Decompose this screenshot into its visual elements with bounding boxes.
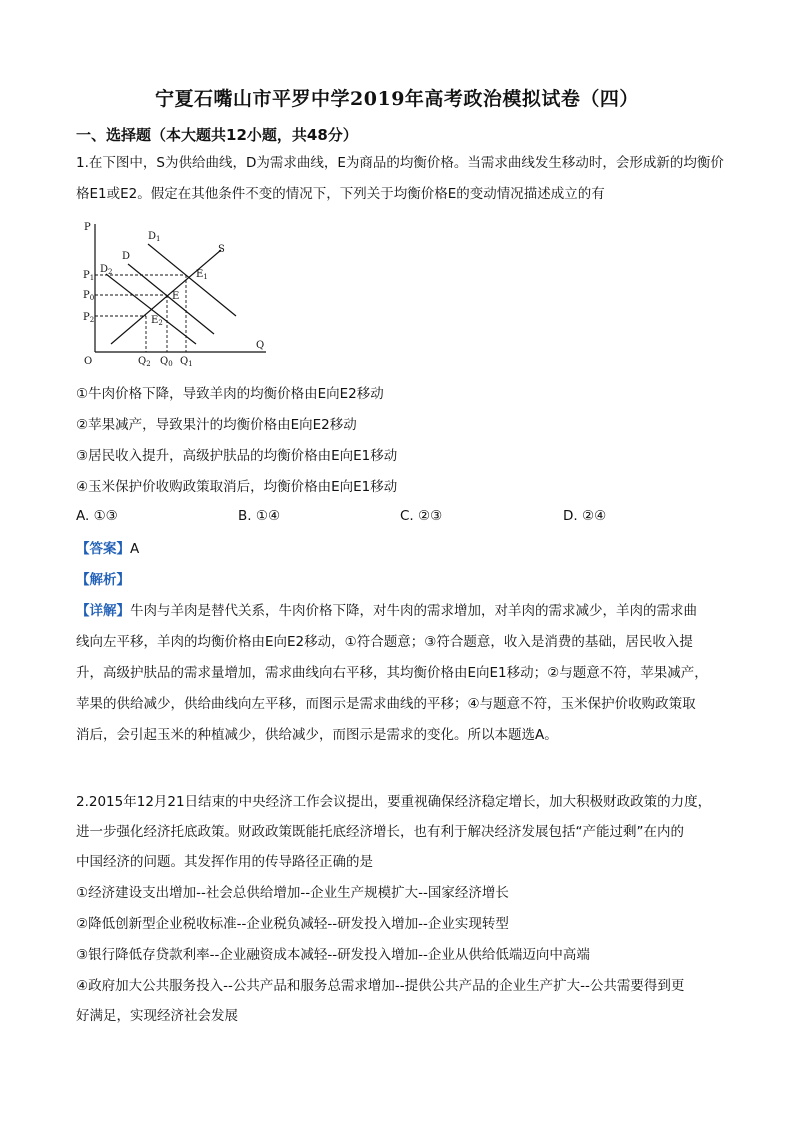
analysis-line (76, 570, 726, 590)
option-c: C. ②③ (400, 508, 443, 524)
d1-label: $D_1$ (148, 231, 161, 243)
q2-item-4-cont: 好满足，实现经济社会发展 (76, 1008, 238, 1024)
origin-label: O (84, 356, 93, 367)
detail-tag: 【详解】 (76, 603, 130, 619)
detail-line-4: 苹果的供给减少，供给曲线向左平移，而图示是需求曲线的平移；④与题意不符，玉米保护价收购政策取 (76, 696, 696, 712)
q-axis-label: Q (256, 340, 265, 351)
q1-label: $Q_1$ (180, 356, 193, 368)
q1-item-1: ①牛肉价格下降，导致羊肉的均衡价格由E向E2移动 (76, 386, 384, 402)
option-d: D. ②④ (563, 508, 607, 524)
s-label: S (218, 244, 225, 255)
q2-item-1: ①经济建设支出增加--社会总供给增加--企业生产规模扩大--国家经济增长 (76, 885, 509, 901)
section-heading: 一、选择题（本大题共12小题，共48分） (76, 126, 358, 144)
e1-label: $E_1$ (196, 269, 208, 281)
q2-item-4: ④政府加大公共服务投入--公共产品和服务总需求增加--提供公共产品的企业生产扩大--公共需要得到更 (76, 978, 685, 994)
p0-label: $P_0$ (83, 290, 95, 302)
option-a: A. ①③ (76, 508, 118, 524)
d-label: D (122, 251, 131, 262)
detail-line-5: 消后，会引起玉米的种植减少，供给减少，而图示是需求的变化。所以本题选A。 (76, 727, 558, 743)
answer-value: A (130, 541, 140, 557)
detail-text-1: 牛肉与羊肉是替代关系，牛肉价格下降，对牛肉的需求增加，对羊肉的需求减少，羊肉的需求曲 (130, 603, 697, 619)
d2-label: $D_2$ (100, 264, 113, 276)
supply-curve (111, 250, 221, 344)
p1-label: $P_1$ (83, 270, 95, 282)
p-axis-label: P (84, 222, 91, 233)
e2-label: $E_2$ (151, 315, 163, 327)
q1-stem-line2: 格E1或E2。假定在其他条件不变的情况下，下列关于均衡价格E的变动情况描述成立的有 (76, 186, 605, 202)
e-label: E (172, 291, 180, 302)
option-b: B. ①④ (238, 508, 281, 524)
q2-label: $Q_2$ (138, 356, 151, 368)
q1-stem-line1: 1.在下图中，S为供给曲线，D为需求曲线，E为商品的均衡价格。当需求曲线发生移动时，会形成新的均衡价 (76, 155, 724, 171)
analysis-tag: 【解析】 (76, 572, 130, 588)
q2-stem-line1: 2.2015年12月21日结束的中央经济工作会议提出，要重视确保经济稳定增长，加大积极财政政策的力度， (76, 794, 712, 810)
answer-line (76, 539, 726, 559)
supply-demand-diagram (76, 212, 276, 372)
q1-item-4: ④玉米保护价收购政策取消后，均衡价格由E向E1移动 (76, 479, 398, 495)
q0-label: $Q_0$ (160, 356, 173, 368)
answer-tag: 【答案】 (76, 541, 130, 557)
q2-stem-line2: 进一步强化经济托底政策。财政政策既能托底经济增长，也有利于解决经济发展包括“产能过剩”在内的 (76, 824, 684, 840)
q2-item-3: ③银行降低存贷款利率--企业融资成本减轻--研发投入增加--企业从供给低端迈向中高端 (76, 947, 590, 963)
detail-line-2: 线向左平移，羊肉的均衡价格由E向E2移动，①符合题意；③符合题意，收入是消费的基础，居民收入提 (76, 634, 693, 650)
q2-item-2: ②降低创新型企业税收标准--企业税负减轻--研发投入增加--企业实现转型 (76, 916, 509, 932)
p2-label: $P_2$ (83, 312, 95, 324)
q1-item-2: ②苹果减产，导致果汁的均衡价格由E向E2移动 (76, 417, 357, 433)
page-title: 宁夏石嘴山市平罗中学2019年高考政治模拟试卷（四） (155, 88, 639, 110)
detail-line-3: 升，高级护肤品的需求量增加，需求曲线向右平移，其均衡价格由E向E1移动；②与题意不符，苹果减产， (76, 665, 708, 681)
detail-line-1 (76, 601, 726, 621)
q2-stem-line3: 中国经济的问题。其发挥作用的传导路径正确的是 (76, 854, 373, 870)
q1-item-3: ③居民收入提升，高级护肤品的均衡价格由E向E1移动 (76, 448, 398, 464)
